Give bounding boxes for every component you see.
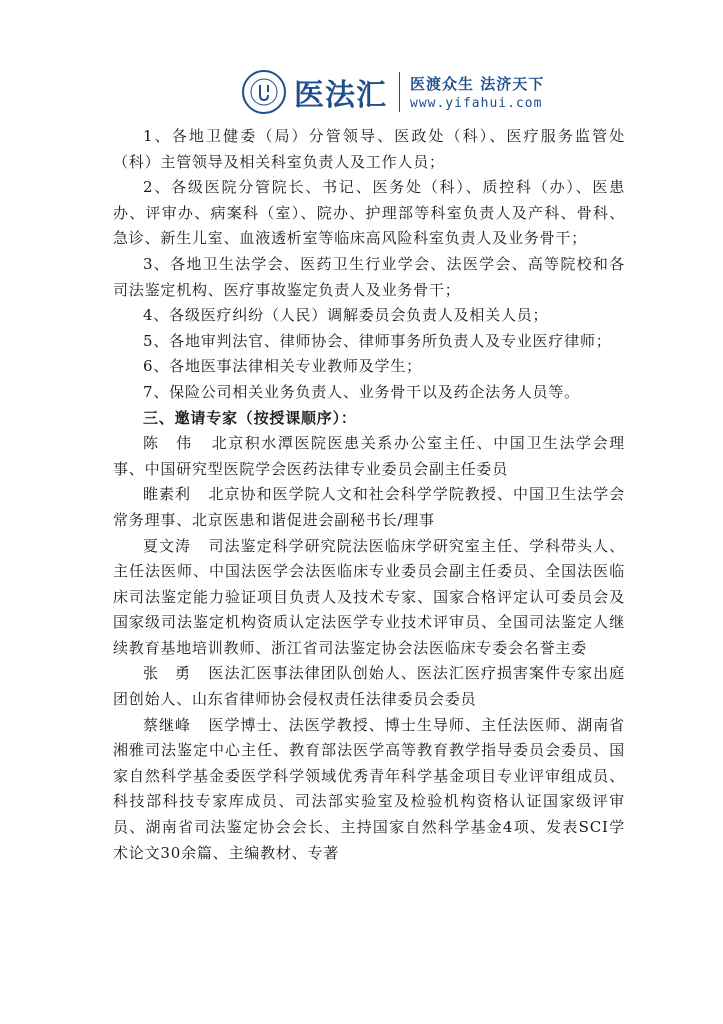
expert-desc: 北京协和医学院人文和社会科学学院教授、中国卫生法学会常务理事、北京医患和谐促进会副秘书长/理事 [113, 485, 625, 529]
expert-desc: 司法鉴定科学研究院法医临床学研究室主任、学科带头人、主任法医师、中国法医学会法医临床专业委员会副主任委员、全国法医临床司法鉴定能力验证项目负责人及技术专家、国家合格评定认可委员会及国家级司法鉴定机构资质认定法医学专业技术评审员、全国司法鉴定人继续教育基地培训教师、浙江省司法鉴定协会法医临床专委会名誉主委 [113, 536, 625, 657]
letterhead [242, 70, 544, 114]
expert-name: 夏文涛 [143, 536, 192, 555]
expert-name: 陈 伟 [143, 434, 193, 453]
expert-entry [113, 713, 625, 867]
slogan: 医渡众生 法济天下 [410, 75, 545, 93]
attendee-item: 3、各地卫生法学会、医药卫生行业学会、法医学会、高等院校和各司法鉴定机构、医疗事故鉴定负责人及业务骨干； [113, 254, 625, 299]
expert-name: 张 勇 [143, 664, 192, 683]
attendee-item: 7、保险公司相关业务负责人、业务骨干以及药企法务人员等。 [143, 382, 580, 401]
expert-entry [113, 661, 625, 712]
expert-desc: 医学博士、法医学教授、博士生导师、主任法医师、湖南省湘雅司法鉴定中心主任、教育部法医学高等教育教学指导委员会委员、国家自然科学基金委医学科学领域优秀青年科学基金项目专业评审组成员、科技部科技专家库成员、司法部实验室及检验机构资格认证国家级评审员、湖南省司法鉴定协会会长、主持国家自然科学基金4项、发表SCI学术论文30余篇、主编教材、专著 [113, 715, 625, 862]
slogan-block [410, 73, 544, 111]
attendee-item: 1、各地卫健委（局）分管领导、医政处（科）、医疗服务监管处（科）主管领导及相关科室负责人及工作人员； [113, 127, 625, 171]
expert-entry [113, 431, 625, 482]
attendee-item: 4、各级医疗纠纷（人民）调解委员会负责人及相关人员； [143, 306, 549, 325]
logo-mark-icon [249, 77, 279, 107]
attendee-item: 6、各地医事法律相关专业教师及学生； [143, 357, 422, 376]
expert-name: 睢素利 [143, 485, 192, 504]
attendee-item: 2、各级医院分管院长、书记、医务处（科）、质控科（办）、医患办、评审办、病案科（室）、院办、护理部等科室负责人及产科、骨科、急诊、新生儿室、血液透析室等临床高风险科室负责人及业务骨干； [113, 178, 625, 248]
expert-entry [113, 534, 625, 662]
experts-heading: 三、邀请专家（按授课顺序）： [143, 408, 357, 427]
expert-desc: 北京积水潭医院医患关系办公室主任、中国卫生法学会理事、中国研究型医院学会医药法律专业委员会副主任委员 [113, 434, 625, 478]
header-divider [399, 72, 400, 112]
yifahui-logo-icon [242, 70, 286, 114]
expert-desc: 医法汇医事法律团队创始人、医法汇医疗损害案件专家出庭团创始人、山东省律师协会侵权责任法律委员会委员 [113, 664, 625, 709]
expert-entry [113, 482, 625, 533]
attendee-item: 5、各地审判法官、律师协会、律师事务所负责人及专业医疗律师； [143, 331, 612, 350]
expert-name: 蔡继峰 [143, 715, 192, 734]
brand-name: 医法汇 [294, 78, 387, 113]
website-url: www.yifahui.com [410, 96, 543, 111]
document-body [113, 124, 625, 866]
